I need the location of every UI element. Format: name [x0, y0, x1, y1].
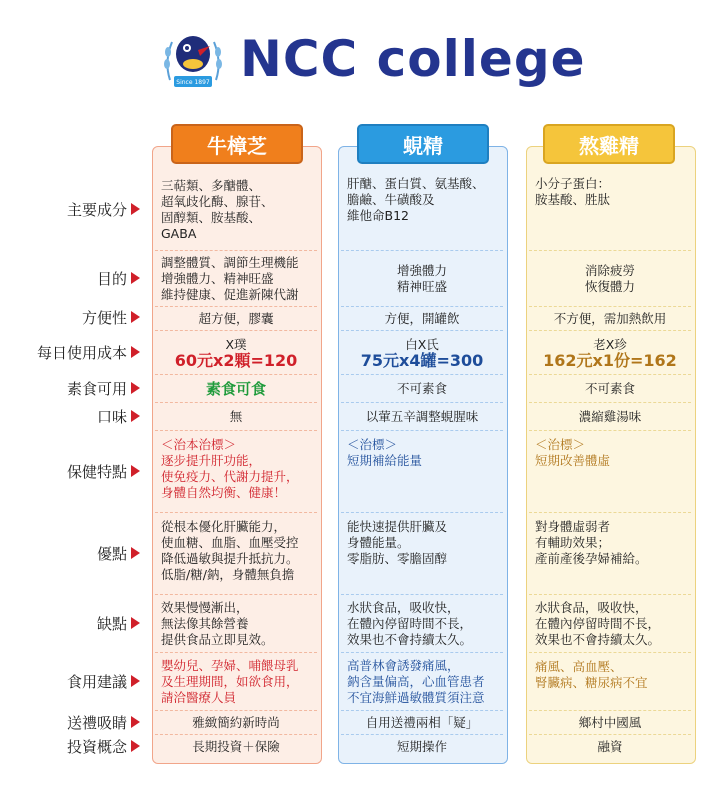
cell-gift-niuzhangzhi: 雅緻簡約新時尚: [192, 714, 280, 730]
cell-advice-niuzhangzhi: 嬰幼兒、孕婦、哺餵母乳 及生理期間，如欲食用， 請洽醫療人員: [161, 657, 299, 705]
arrow-right-icon: [131, 740, 140, 752]
cell-taste-niuzhangzhi: 無: [229, 408, 243, 424]
row-label-purpose: 目的: [0, 250, 140, 306]
cell-cost-niuzhangzhi: X璞 60元x2顆=120: [174, 336, 298, 370]
arrow-right-icon: [131, 716, 140, 728]
arrow-right-icon: [131, 311, 140, 323]
column-header-chicken-essence: 熬雞精: [543, 124, 675, 164]
cell-purpose-clam: 增強體力 精神旺盛: [396, 262, 447, 294]
arrow-right-icon: [131, 272, 140, 284]
ncc-mascot-logo-icon: [160, 22, 226, 96]
cell-cons-niuzhangzhi: 效果慢慢漸出， 無法像其餘營養 提供食品立即見效。: [161, 599, 274, 647]
cell-taste-clam: 以葷五辛調整蜆腥味: [365, 408, 479, 424]
cell-cons-clam: 水狀食品，吸收快， 在體內停留時間不長， 效果也不會持續太久。: [347, 599, 473, 647]
row-label-pros: 優點: [0, 512, 140, 594]
row-label-gift: 送禮吸睛: [0, 710, 140, 734]
cell-cost-clam: 白X氏 75元x4罐=300: [360, 336, 484, 370]
row-label-convenience: 方便性: [0, 306, 140, 328]
cell-pros-clam: 能快速提供肝臟及 身體能量。 零脂肪、零膽固醇: [347, 519, 448, 566]
cell-pros-niuzhangzhi: 從根本優化肝臟能力， 使血糖、血脂、血壓受控 降低過敏與提升抵抗力。 低脂/糖/鈉，身體無負擔: [161, 519, 299, 582]
arrow-right-icon: [131, 203, 140, 215]
cell-vegetarian-clam: 不可素食: [396, 380, 447, 396]
cost-price-clam: 75元x4罐=300: [360, 350, 484, 370]
cell-taste-chicken: 濃縮雞湯味: [578, 408, 642, 424]
row-label-ingredients: 主要成分: [0, 168, 140, 250]
row-label-cons: 缺點: [0, 594, 140, 652]
cell-ingredients-niuzhangzhi: 三萜類、多醣體、 超氧歧化酶、腺苷、 固醇類、胺基酸、 GABA: [161, 178, 274, 241]
brand-title: NCC college: [240, 30, 586, 88]
arrow-right-icon: [131, 382, 140, 394]
cell-advice-clam: 高普林會誘發痛風， 鈉含量偏高，心血管患者 不宜海鮮過敏體質須注意: [347, 657, 485, 705]
arrow-right-icon: [131, 465, 140, 477]
logo-badge-text: Since 1897: [176, 79, 210, 86]
arrow-right-icon: [131, 410, 140, 422]
cell-ingredients-clam: 肝醣、蛋白質、氨基酸、 膽鹼、牛磺酸及 維他命B12: [347, 176, 485, 223]
row-label-cost: 每日使用成本: [0, 330, 140, 374]
cell-health-clam: ＜治標＞ 短期補給能量: [347, 437, 423, 468]
cell-health-chicken: ＜治標＞ 短期改善體虛: [535, 437, 611, 468]
cell-pros-chicken: 對身體虛弱者 有輔助效果； 產前產後孕婦補給。: [535, 519, 648, 566]
row-label-vegetarian: 素食可用: [0, 374, 140, 402]
arrow-right-icon: [131, 617, 140, 629]
header: [0, 0, 720, 118]
cell-convenience-clam: 方便，開罐飲: [384, 310, 460, 326]
cell-ingredients-chicken: 小分子蛋白： 胺基酸、胜肽: [535, 176, 611, 207]
arrow-right-icon: [131, 547, 140, 559]
row-label-health: 保健特點: [0, 430, 140, 512]
cost-price-niuzhangzhi: 60元x2顆=120: [174, 350, 298, 370]
cell-vegetarian-chicken: 不可素食: [584, 380, 635, 396]
cell-gift-clam: 自用送禮兩相「疑」: [365, 714, 479, 730]
row-label-advice: 食用建議: [0, 652, 140, 710]
cell-convenience-chicken: 不方便，需加熱飲用: [553, 310, 667, 326]
cell-investment-clam: 短期操作: [396, 739, 447, 754]
column-header-niuzhangzhi: 牛樟芝: [171, 124, 303, 164]
cell-investment-niuzhangzhi: 長期投資＋保險: [192, 739, 280, 754]
cell-purpose-niuzhangzhi: 調整體質、調節生理機能 增強體力、精神旺盛 維持健康、促進新陳代謝: [161, 254, 299, 302]
column-header-clam-essence: 蜆精: [357, 124, 489, 164]
cell-cons-chicken: 水狀食品，吸收快， 在體內停留時間不長， 效果也不會持續太久。: [535, 599, 661, 647]
cost-price-chicken: 162元x1份=162: [543, 350, 677, 370]
cell-gift-chicken: 鄉村中國風: [578, 714, 642, 730]
row-label-taste: 口味: [0, 402, 140, 430]
cell-vegetarian-niuzhangzhi: 素食可食: [205, 379, 266, 398]
cell-convenience-niuzhangzhi: 超方便，膠囊: [198, 310, 274, 326]
cell-cost-chicken: 老X珍 162元x1份=162: [543, 336, 677, 370]
cell-investment-chicken: 融資: [597, 739, 623, 754]
cell-purpose-chicken: 消除疲勞 恢復體力: [584, 262, 635, 294]
cell-advice-chicken: 痛風、高血壓、 腎臟病、糖尿病不宜: [535, 659, 648, 690]
cell-health-niuzhangzhi: ＜治本治標＞ 逐步提升肝功能， 使免疫力、代謝力提升， 身體自然均衡、健康！: [161, 437, 299, 500]
arrow-right-icon: [131, 346, 140, 358]
row-label-investment: 投資概念: [0, 734, 140, 758]
arrow-right-icon: [131, 675, 140, 687]
